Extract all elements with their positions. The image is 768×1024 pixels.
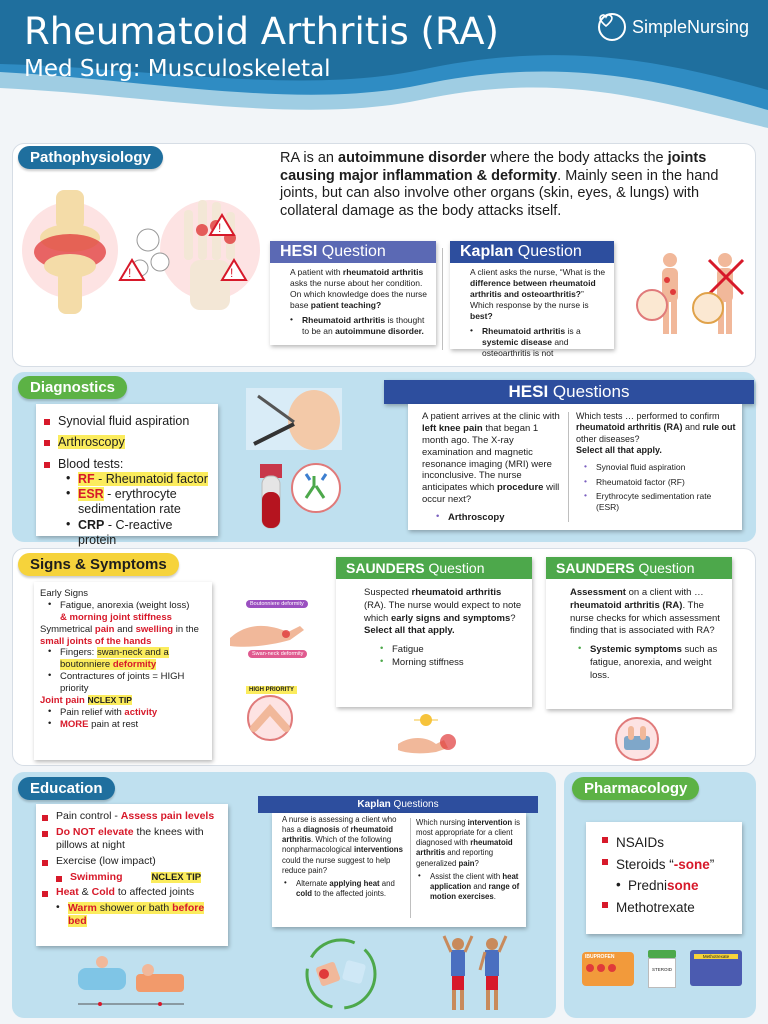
- swan-neck-tag: Swan-neck deformity: [248, 650, 307, 658]
- nclex-tip-badge: NCLEX TIP: [151, 871, 202, 883]
- nclex-tip-badge: NCLEX TIP: [87, 694, 132, 705]
- drug-item: • Prednisone: [616, 875, 736, 897]
- diagnostics-list-box: [36, 404, 218, 547]
- heat-cold-cycle-illustration: [300, 934, 382, 1014]
- pharmacology-label: Pharmacology: [572, 777, 699, 800]
- brand-logo[interactable]: [598, 12, 768, 42]
- education-kaplan-question-2: Which nursing intervention is most appropriate for a client diagnosed with rheumatoid arthritis and reporting generalized pain? • Assist the client with heat application and range of motion exercises.: [416, 818, 524, 902]
- diagnostic-item: Arthroscopy: [44, 435, 210, 450]
- svg-text:!: !: [218, 221, 222, 235]
- inflamed-joint-illustration: [20, 180, 260, 330]
- diagnostics-hesi-question-2: Which tests … performed to confirm rheumatoid arthritis (RA) and rule out other diseases? Select all that apply. • Synovial fluid aspiration • Rheumatoid factor (RF) • Erythrocyte sedimentation rate (ESR): [576, 411, 736, 513]
- signs-symptoms-label: Signs & Symptoms: [18, 553, 179, 576]
- svg-text:!: !: [230, 266, 234, 280]
- brand-name: SimpleNursing: [632, 16, 750, 37]
- question-divider: [442, 248, 443, 350]
- methotrexate-box: Methotrexate: [690, 950, 742, 986]
- drug-item: NSAIDs: [602, 832, 736, 854]
- high-priority-tag: HIGH PRIORITY: [246, 686, 297, 694]
- body-comparison-illustration: [625, 250, 750, 340]
- question-divider: [410, 818, 411, 918]
- page-subtitle: Med Surg: Musculoskeletal: [24, 56, 331, 82]
- blood-test-item: • CRP - C-reactive protein: [66, 518, 210, 549]
- saunders-question-card-2: SAUNDERS Question Assessment on a client with … rheumatoid arthritis (RA). The nurse checks for which assessment finding that is associated with RA? • Systemic symptoms such as fatigue, anorexia, and weight loss.: [546, 557, 732, 709]
- heart-logo-icon: [598, 13, 626, 41]
- pathophysiology-description: RA is an autoimmune disorder where the body attacks the joints causing major inflammation & deformity. Mainly seen in the hand joints, but can also involve other organs (skin, eyes, & lungs) with collateral damage as the body attacks itself.: [280, 150, 719, 220]
- contracture-illustration: [244, 694, 300, 742]
- saunders-question-text-2: Assessment on a client with … rheumatoid arthritis (RA). The nurse checks for which assessment finding that is associated with RA? • Systemic symptoms such as fatigue, anorexia, and weight loss.: [546, 579, 732, 683]
- warm-bath-sleep-illustration: [76, 948, 188, 1012]
- drug-item: Methotrexate: [602, 897, 736, 919]
- pathophysiology-label: Pathophysiology: [18, 146, 163, 169]
- kaplan-question-card: [450, 241, 614, 359]
- finger-deformity-illustration: [228, 612, 308, 652]
- blood-test-item: • ESR - erythrocyte sedimentation rate: [66, 487, 210, 518]
- saunders-question-text-1: Suspected rheumatoid arthritis (RA). The nurse would expect to note which early signs and symptoms? Select all that apply. • Fatigue • Morning stiffness: [336, 579, 532, 670]
- diagnostics-label: Diagnostics: [18, 376, 127, 399]
- hesi-question-header: HESI Question: [270, 241, 436, 263]
- diagnostics-hesi-header: HESI Questions: [384, 380, 754, 404]
- steroid-bottle: STEROID: [648, 950, 676, 990]
- page-title: Rheumatoid Arthritis (RA): [24, 10, 499, 53]
- header-banner: [0, 0, 768, 140]
- kaplan-question-text: A client asks the nurse, “What is the difference between rheumatoid arthritis and osteoarthritis?” Which response by the nurse is best?: [470, 267, 606, 322]
- hesi-question-text: A patient with rheumatoid arthritis asks the nurse about her condition. On which knowledge does the nurse base patient teaching?: [290, 267, 428, 311]
- hesi-question-answer: • Rheumatoid arthritis is thought to be an autoimmune disorder.: [270, 311, 436, 337]
- pharmacology-list-box: [586, 822, 742, 934]
- morning-stiffness-illustration: [396, 708, 466, 756]
- weight-scale-illustration: [612, 716, 662, 762]
- diagnostic-item: Blood tests:: [44, 457, 210, 472]
- kaplan-question-header: Kaplan Question: [450, 241, 614, 263]
- arthroscopy-blood-tube-illustration: [244, 388, 344, 534]
- education-label: Education: [18, 777, 115, 800]
- education-kaplan-question-1: A nurse is assessing a client who has a diagnosis of rheumatoid arthritis. Which of the following nonpharmacological interventions could the nurse suggest to help reduce pain? • Alternate applying heat and cold to the affected joints.: [282, 815, 406, 899]
- signs-list-box: Early Signs • Fatigue, anorexia (weight loss) & morning joint stiffness Symmetrical pain and swelling in the small joints of the hands • Fingers: swan-neck and a boutonniere deformity • Contractures of joints = HIGH priority Joint pain NCLEX TIP • Pain relief with activity • MORE pain at rest: [34, 582, 212, 760]
- kaplan-question-answer: • Rheumatoid arthritis is a systemic disease and osteoarthritis is not: [450, 322, 614, 359]
- boutonniere-tag: Boutonniere deformity: [246, 600, 308, 608]
- question-divider: [568, 412, 569, 522]
- education-list-box: Pain control - Assess pain levels Do NOT elevate the knees with pillows at night Exercise (low impact) Swimming NCLEX TIP Heat & Cold to affected joints • Warm shower or bath before bed: [36, 804, 228, 946]
- ibuprofen-pack: IBUPROFEN: [582, 952, 634, 986]
- diagnostic-item: Synovial fluid aspiration: [44, 414, 210, 429]
- education-kaplan-header: Kaplan Questions: [258, 796, 538, 813]
- range-of-motion-exercise-illustration: [440, 930, 510, 1014]
- blood-test-item: • RF - Rheumatoid factor: [66, 472, 210, 487]
- drug-item: Steroids “-sone”: [602, 854, 736, 876]
- diagnostics-hesi-question-1: A patient arrives at the clinic with left knee pain that began 1 month ago. The X-ray examination and magnetic resonance imaging (MRI) were inconclusive. The nurse anticipates which procedure will occur next? • Arthroscopy: [422, 411, 564, 524]
- saunders-question-card-1: SAUNDERS Question Suspected rheumatoid arthritis (RA). The nurse would expect to note which early signs and symptoms? Select all that apply. • Fatigue • Morning stiffness: [336, 557, 532, 707]
- blood-test-list: [44, 472, 210, 548]
- hesi-question-card: [270, 241, 436, 345]
- svg-text:!: !: [128, 266, 132, 280]
